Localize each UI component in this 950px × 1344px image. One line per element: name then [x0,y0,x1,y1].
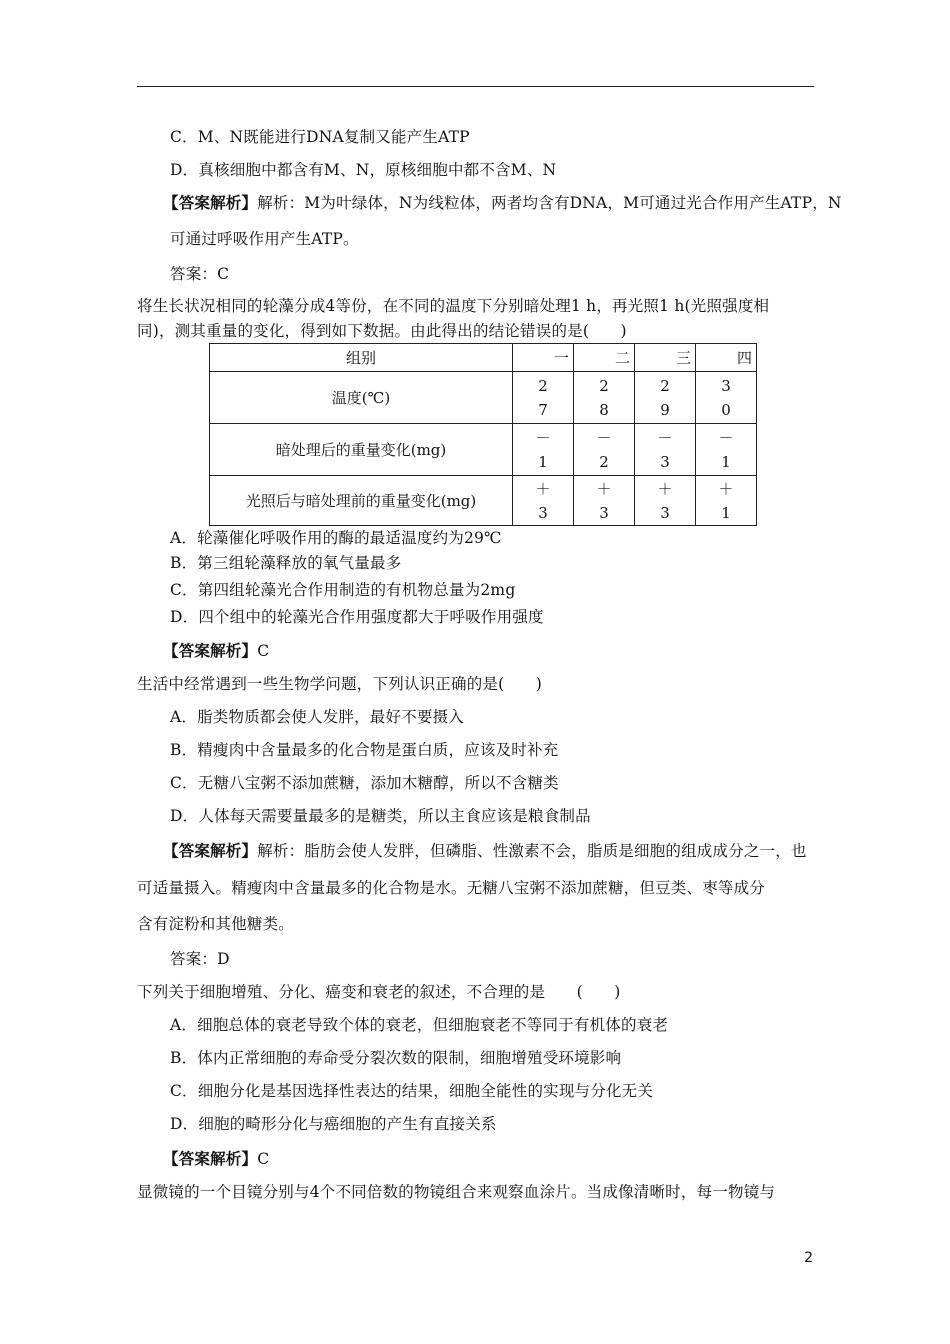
q1-answer: 答案：C [170,265,230,283]
data-table [209,343,757,526]
q2-option-a: A．轮藻催化呼吸作用的酶的最适温度约为29℃ [170,529,502,547]
analysis-text: 解析：M为叶绿体，N为线粒体，两者均含有DNA，M可通过光合作用产生ATP，N [257,194,842,212]
row-label: 温度(℃) [210,372,513,424]
table-header-cell: 三 [635,344,696,372]
analysis-text: C [257,1150,270,1168]
q3-analysis-line2: 可适量摄入。精瘦肉中含量最多的化合物是水。无糖八宝粥不添加蔗糖，但豆类、枣等成分 [137,879,766,897]
analysis-label: 【答案解析】 [163,193,258,212]
q3-option-c: C．无糖八宝粥不添加蔗糖，添加木糖醇，所以不含糖类 [170,774,559,792]
table-header-cell: 一 [513,344,574,372]
analysis-text: C [257,642,270,660]
q3-option-d: D．人体每天需要量最多的是糖类，所以主食应该是粮食制品 [170,807,591,825]
q2-stem-line1: 将生长状况相同的轮藻分成4等份，在不同的温度下分别暗处理1 h，再光照1 h(光照强度相 [137,297,770,315]
q4-option-b: B．体内正常细胞的寿命受分裂次数的限制，细胞增殖受环境影响 [170,1049,622,1067]
header-rule [137,86,814,87]
q3-analysis [163,841,807,861]
table-cell: ＋ 1 [696,476,757,526]
analysis-label: 【答案解析】 [163,841,258,860]
table-cell: ＋ 3 [513,476,574,526]
q2-option-b: B．第三组轮藻释放的氧气量最多 [170,554,402,572]
q3-option-b: B．精瘦肉中含量最多的化合物是蛋白质，应该及时补充 [170,741,559,759]
table-cell: － 3 [635,424,696,476]
table-cell: 2 8 [574,372,635,424]
q2-stem-line2: 同)，测其重量的变化，得到如下数据。由此得出的结论错误的是( ) [137,322,627,340]
q4-analysis [163,1149,269,1169]
table-cell: 3 0 [696,372,757,424]
q1-analysis [163,193,842,213]
table-cell: － 1 [513,424,574,476]
row-label: 光照后与暗处理前的重量变化(mg) [210,476,513,526]
table-header-row [210,344,757,372]
q4-option-d: D．细胞的畸形分化与癌细胞的产生有直接关系 [170,1115,497,1133]
table-cell: － 1 [696,424,757,476]
q5-stem-line1: 显微镜的一个目镜分别与4个不同倍数的物镜组合来观察血涂片。当成像清晰时，每一物镜与 [137,1183,776,1201]
q4-stem: 下列关于细胞增殖、分化、癌变和衰老的叙述，不合理的是 ( ) [137,983,621,1001]
row-label: 暗处理后的重量变化(mg) [210,424,513,476]
q1-analysis-line2: 可通过呼吸作用产生ATP。 [170,230,359,248]
q2-option-d: D．四个组中的轮藻光合作用强度都大于呼吸作用强度 [170,608,544,626]
table-cell: ＋ 3 [574,476,635,526]
q1-option-d: D．真核细胞中都含有M、N，原核细胞中都不含M、N [170,161,557,179]
q3-stem: 生活中经常遇到一些生物学问题，下列认识正确的是( ) [137,675,542,693]
q3-option-a: A．脂类物质都会使人发胖，最好不要摄入 [170,708,464,726]
table-cell: 2 9 [635,372,696,424]
table-cell: ＋ 3 [635,476,696,526]
q2-analysis [163,641,269,661]
q3-analysis-line3: 含有淀粉和其他糖类。 [137,915,295,933]
q4-option-a: A．细胞总体的衰老导致个体的衰老，但细胞衰老不等同于有机体的衰老 [170,1016,669,1034]
page-number: 2 [804,1250,813,1266]
table-header-cell: 二 [574,344,635,372]
table-cell: 2 7 [513,372,574,424]
table-row [210,372,757,424]
q3-answer: 答案：D [170,950,230,968]
table-header-cell: 四 [696,344,757,372]
analysis-label: 【答案解析】 [163,641,258,660]
table-row [210,476,757,526]
analysis-label: 【答案解析】 [163,1149,258,1168]
analysis-text: 解析：脂肪会使人发胖，但磷脂、性激素不会，脂质是细胞的组成成分之一，也 [257,842,807,860]
q2-option-c: C．第四组轮藻光合作用制造的有机物总量为2mg [170,581,516,599]
table-row [210,424,757,476]
table-cell: － 2 [574,424,635,476]
q4-option-c: C．细胞分化是基因选择性表达的结果，细胞全能性的实现与分化无关 [170,1082,654,1100]
q1-option-c: C．M、N既能进行DNA复制又能产生ATP [170,128,470,146]
table-header-label: 组别 [210,344,513,372]
